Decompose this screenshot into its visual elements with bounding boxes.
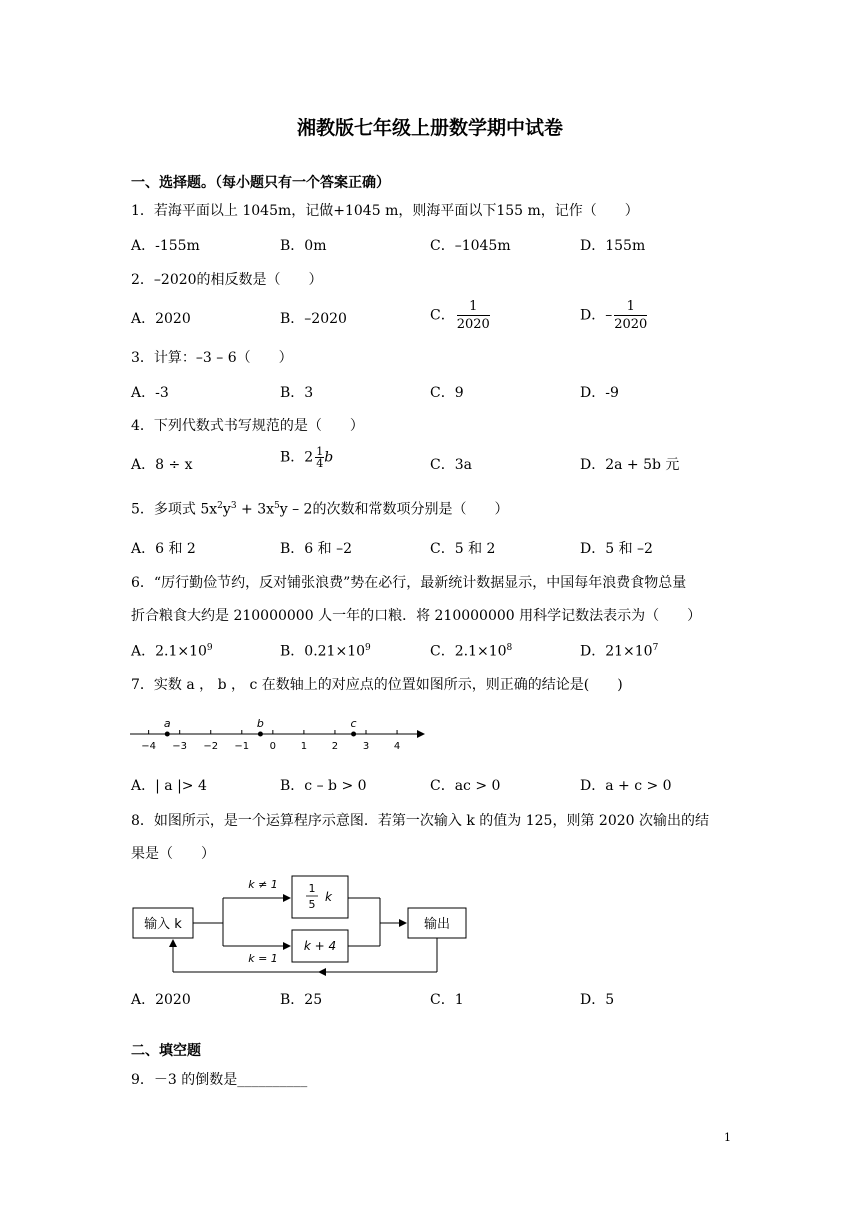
q7-option-c: C．ac > 0 [430,778,501,794]
number-line-point-c [351,732,356,737]
question-8-line-1: 8．如图所示，是一个运算程序示意图．若第一次输入 k 的值为 125，则第 2020 次输出的结 [131,813,709,829]
number-line-tick-label: −3 [172,741,188,752]
flow-op-top-num: 1 [308,882,316,895]
page-title: 湘教版七年级上册数学期中试卷 [296,117,563,139]
q7-option-a: A．| a |> 4 [131,778,207,794]
number-line-tick-label: −4 [141,741,157,752]
q2-option-a: A．2020 [131,311,191,327]
question-6-line-2: 折合粮食大约是 210000000 人一年的口粮．将 210000000 用科学记数法表示为（ ） [131,608,702,624]
q3-option-a: A．-3 [131,385,169,401]
q1-option-c: C．–1045m [430,238,511,254]
number-line-point-b [258,732,263,737]
question-2: 2．–2020的相反数是（ ） [131,272,323,288]
question-3: 3．计算：–3 – 6（ ） [131,350,293,366]
q2-option-c: C． $\frac{1}{2020}$ [430,299,490,332]
q4-option-c: C．3a [430,457,472,473]
q2-option-b: B．–2020 [280,311,347,327]
q8-option-a: A．2020 [131,992,191,1008]
number-line-tick-label: 2 [331,741,339,752]
question-5: 5．多项式 $5x^2y^3 + 3x^5y - 2$的次数和常数项分别是（ ） [131,501,509,518]
flow-cond-top: k ≠ 1 [248,878,278,891]
q6-option-a: A．$2.1\times 10^9$ [131,643,213,660]
q6-option-c: C．$2.1\times 10^8$ [430,643,513,660]
question-4: 4．下列代数式书写规范的是（ ） [131,418,364,434]
number-line-tick-label: −1 [234,741,250,752]
section-heading-choice: 一、选择题。（每小题只有一个答案正确） [131,175,390,191]
flow-cond-bottom: k = 1 [248,952,278,965]
flow-output-label: 输出 [423,917,451,932]
number-line-point-a [165,732,170,737]
fraction: $\frac{1}{2020}$ [456,299,490,332]
question-6-line-1: 6．“厉行勤俭节约，反对铺张浪费”势在必行，最新统计数据显示，中国每年浪费食物总量 [131,575,687,591]
flowchart-figure [128,868,473,980]
q4-option-b: B．2 $\frac{1}{4}$ b [280,445,334,470]
flow-op-bottom-label: k + 4 [303,939,337,953]
q6-option-d: D．$21\times 10^7$ [580,643,659,660]
question-1: 1．若海平面以上 1045m，记做+1045 m，则海平面以下155 m，记作（ ） [131,203,639,219]
section-heading-fill: 二、填空题 [131,1043,201,1059]
q4-option-d: D．2a + 5b 元 [580,457,680,473]
number-line-tick-label: 3 [362,741,370,752]
q4-option-a: A．8 ÷ x [131,457,193,473]
question-9: 9．－3 的倒数是__________ [131,1072,308,1088]
number-line-tick-label: 4 [393,741,401,752]
q1-option-d: D．155m [580,238,646,254]
q5-option-c: C．5 和 2 [430,541,496,557]
flow-input-label: 输入 k [144,917,182,932]
q7-option-d: D．a + c > 0 [580,778,672,794]
q8-option-c: C．1 [430,992,464,1008]
q7-option-b: B．c – b > 0 [280,778,367,794]
q8-option-b: B．25 [280,992,323,1008]
number-line-tick-label: 1 [300,741,308,752]
question-7: 7．实数 a ， b ， c 在数轴上的对应点的位置如图所示，则正确的结论是( ) [131,677,623,693]
q5-option-a: A．6 和 2 [131,541,196,557]
number-line-point-label-a: a [163,717,171,730]
number-line-arrow [417,730,425,738]
fraction: $\frac{1}{2020}$ [614,299,648,332]
q2-option-d: D．– $\frac{1}{2020}$ [580,299,648,332]
number-line-point-label-c: c [350,717,357,730]
q5-option-b: B．6 和 –2 [280,541,353,557]
number-line-point-label-b: b [256,717,264,730]
question-8-line-2: 果是（ ） [131,846,215,862]
q3-option-c: C．9 [430,385,464,401]
q8-option-d: D．5 [580,992,615,1008]
flow-op-top-den: 5 [308,898,316,911]
flow-op-top-box [292,876,348,918]
q6-option-b: B．$0.21\times 10^9$ [280,643,371,660]
number-line-tick-label: −2 [203,741,219,752]
fraction: $\frac{1}{4}$ [316,445,324,470]
number-line-tick-label: 0 [269,741,277,752]
q3-option-d: D．-9 [580,385,619,401]
flow-op-top-var: k [325,890,332,904]
q1-option-b: B．0m [280,238,327,254]
number-line-figure [125,712,435,757]
q1-option-a: A．-155m [131,238,200,254]
q3-option-b: B．3 [280,385,314,401]
q5-option-d: D．5 和 –2 [580,541,653,557]
page-number: 1 [724,1131,731,1144]
